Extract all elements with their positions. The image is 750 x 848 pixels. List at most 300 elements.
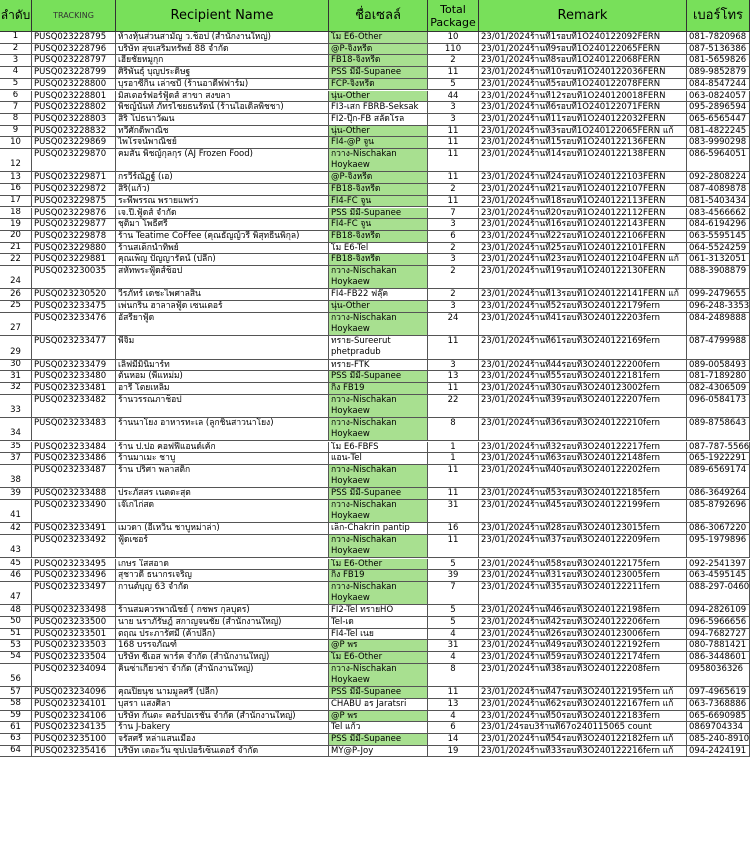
cell-no[interactable] [0,640,32,652]
cell-remark[interactable] [479,746,687,758]
cell-tracking[interactable] [32,442,116,454]
cell-recipient[interactable] [116,640,329,652]
cell-recipient[interactable] [116,301,329,313]
cell-tracking[interactable] [32,336,116,359]
cell-seller[interactable] [329,231,428,243]
cell-no[interactable] [0,102,32,114]
cell-tracking[interactable] [32,664,116,687]
cell-remark[interactable] [479,301,687,313]
cell-tracking[interactable] [32,126,116,138]
cell-seller[interactable] [329,734,428,746]
cell-tracking[interactable] [32,91,116,103]
cell-no[interactable] [0,219,32,231]
cell-remark[interactable] [479,652,687,664]
table-row[interactable] [0,383,750,395]
cell-pkg[interactable] [428,91,479,103]
cell-recipient[interactable] [116,722,329,734]
cell-remark[interactable] [479,687,687,699]
table-row[interactable] [0,418,750,441]
cell-tracking[interactable] [32,605,116,617]
cell-remark[interactable] [479,137,687,149]
table-row[interactable] [0,617,750,629]
cell-phone[interactable] [687,44,750,56]
cell-remark[interactable] [479,184,687,196]
table-row[interactable] [0,44,750,56]
cell-pkg[interactable] [428,208,479,220]
cell-phone[interactable] [687,219,750,231]
cell-remark[interactable] [479,126,687,138]
cell-seller[interactable] [329,79,428,91]
cell-seller[interactable] [329,32,428,44]
cell-phone[interactable] [687,442,750,454]
cell-tracking[interactable] [32,523,116,535]
cell-phone[interactable] [687,500,750,523]
cell-recipient[interactable] [116,231,329,243]
cell-pkg[interactable] [428,371,479,383]
table-row[interactable] [0,67,750,79]
cell-seller[interactable] [329,465,428,488]
cell-phone[interactable] [687,149,750,172]
header-no[interactable]: ลำดับ [0,0,32,32]
cell-tracking[interactable] [32,582,116,605]
cell-remark[interactable] [479,289,687,301]
cell-no[interactable] [0,313,32,336]
cell-seller[interactable] [329,559,428,571]
table-row[interactable] [0,289,750,301]
cell-remark[interactable] [479,535,687,558]
cell-phone[interactable] [687,266,750,289]
cell-recipient[interactable] [116,582,329,605]
cell-remark[interactable] [479,208,687,220]
cell-seller[interactable] [329,137,428,149]
cell-pkg[interactable] [428,687,479,699]
cell-seller[interactable] [329,219,428,231]
cell-remark[interactable] [479,640,687,652]
cell-pkg[interactable] [428,605,479,617]
cell-no[interactable] [0,453,32,465]
cell-phone[interactable] [687,67,750,79]
cell-no[interactable] [0,582,32,605]
cell-remark[interactable] [479,243,687,255]
cell-pkg[interactable] [428,289,479,301]
cell-no[interactable] [0,266,32,289]
cell-phone[interactable] [687,102,750,114]
table-row[interactable] [0,664,750,687]
cell-seller[interactable] [329,687,428,699]
table-row[interactable] [0,465,750,488]
cell-phone[interactable] [687,699,750,711]
cell-recipient[interactable] [116,149,329,172]
cell-remark[interactable] [479,79,687,91]
cell-recipient[interactable] [116,184,329,196]
cell-seller[interactable] [329,67,428,79]
cell-pkg[interactable] [428,395,479,418]
cell-no[interactable] [0,254,32,266]
cell-seller[interactable] [329,55,428,67]
cell-pkg[interactable] [428,184,479,196]
cell-recipient[interactable] [116,289,329,301]
table-row[interactable] [0,523,750,535]
cell-phone[interactable] [687,289,750,301]
cell-recipient[interactable] [116,418,329,441]
cell-seller[interactable] [329,418,428,441]
cell-recipient[interactable] [116,711,329,723]
cell-pkg[interactable] [428,652,479,664]
cell-phone[interactable] [687,535,750,558]
cell-no[interactable] [0,488,32,500]
cell-remark[interactable] [479,55,687,67]
cell-recipient[interactable] [116,687,329,699]
cell-no[interactable] [0,570,32,582]
cell-phone[interactable] [687,196,750,208]
cell-pkg[interactable] [428,465,479,488]
cell-recipient[interactable] [116,395,329,418]
cell-recipient[interactable] [116,102,329,114]
cell-recipient[interactable] [116,734,329,746]
cell-remark[interactable] [479,32,687,44]
table-row[interactable] [0,442,750,454]
cell-pkg[interactable] [428,55,479,67]
cell-recipient[interactable] [116,488,329,500]
cell-pkg[interactable] [428,711,479,723]
cell-phone[interactable] [687,734,750,746]
cell-seller[interactable] [329,699,428,711]
cell-tracking[interactable] [32,219,116,231]
cell-no[interactable] [0,500,32,523]
cell-seller[interactable] [329,629,428,641]
table-row[interactable] [0,371,750,383]
table-row[interactable] [0,79,750,91]
cell-tracking[interactable] [32,114,116,126]
cell-no[interactable] [0,243,32,255]
cell-remark[interactable] [479,711,687,723]
table-row[interactable] [0,243,750,255]
cell-no[interactable] [0,301,32,313]
cell-no[interactable] [0,184,32,196]
cell-seller[interactable] [329,582,428,605]
cell-no[interactable] [0,465,32,488]
table-row[interactable] [0,687,750,699]
cell-recipient[interactable] [116,629,329,641]
cell-recipient[interactable] [116,453,329,465]
cell-seller[interactable] [329,453,428,465]
table-row[interactable] [0,102,750,114]
cell-remark[interactable] [479,44,687,56]
table-row[interactable] [0,500,750,523]
cell-no[interactable] [0,722,32,734]
table-row[interactable] [0,652,750,664]
cell-pkg[interactable] [428,488,479,500]
cell-pkg[interactable] [428,196,479,208]
cell-remark[interactable] [479,313,687,336]
cell-remark[interactable] [479,336,687,359]
cell-phone[interactable] [687,79,750,91]
cell-tracking[interactable] [32,383,116,395]
table-row[interactable] [0,172,750,184]
table-row[interactable] [0,301,750,313]
cell-phone[interactable] [687,208,750,220]
cell-no[interactable] [0,442,32,454]
cell-remark[interactable] [479,442,687,454]
cell-phone[interactable] [687,254,750,266]
cell-recipient[interactable] [116,465,329,488]
cell-tracking[interactable] [32,55,116,67]
cell-tracking[interactable] [32,617,116,629]
cell-seller[interactable] [329,289,428,301]
cell-seller[interactable] [329,570,428,582]
cell-phone[interactable] [687,91,750,103]
cell-seller[interactable] [329,535,428,558]
cell-pkg[interactable] [428,336,479,359]
cell-phone[interactable] [687,605,750,617]
cell-tracking[interactable] [32,559,116,571]
cell-tracking[interactable] [32,184,116,196]
cell-tracking[interactable] [32,301,116,313]
cell-recipient[interactable] [116,32,329,44]
cell-remark[interactable] [479,418,687,441]
cell-phone[interactable] [687,395,750,418]
header-seller[interactable]: ชื่อเซลล์ [329,0,428,32]
cell-phone[interactable] [687,114,750,126]
cell-recipient[interactable] [116,243,329,255]
cell-phone[interactable] [687,617,750,629]
table-row[interactable] [0,629,750,641]
cell-no[interactable] [0,395,32,418]
cell-remark[interactable] [479,488,687,500]
cell-phone[interactable] [687,465,750,488]
cell-recipient[interactable] [116,44,329,56]
cell-recipient[interactable] [116,652,329,664]
cell-remark[interactable] [479,149,687,172]
cell-recipient[interactable] [116,266,329,289]
table-row[interactable] [0,184,750,196]
cell-remark[interactable] [479,465,687,488]
cell-tracking[interactable] [32,208,116,220]
cell-tracking[interactable] [32,313,116,336]
cell-pkg[interactable] [428,535,479,558]
table-row[interactable] [0,488,750,500]
cell-tracking[interactable] [32,500,116,523]
table-row[interactable] [0,126,750,138]
cell-seller[interactable] [329,266,428,289]
cell-tracking[interactable] [32,640,116,652]
cell-no[interactable] [0,664,32,687]
cell-tracking[interactable] [32,711,116,723]
cell-tracking[interactable] [32,243,116,255]
cell-seller[interactable] [329,722,428,734]
cell-no[interactable] [0,67,32,79]
table-row[interactable] [0,605,750,617]
cell-recipient[interactable] [116,126,329,138]
cell-tracking[interactable] [32,67,116,79]
cell-no[interactable] [0,418,32,441]
cell-seller[interactable] [329,383,428,395]
cell-phone[interactable] [687,687,750,699]
cell-remark[interactable] [479,91,687,103]
cell-tracking[interactable] [32,535,116,558]
cell-pkg[interactable] [428,570,479,582]
cell-seller[interactable] [329,91,428,103]
cell-remark[interactable] [479,570,687,582]
cell-remark[interactable] [479,266,687,289]
cell-tracking[interactable] [32,44,116,56]
cell-phone[interactable] [687,711,750,723]
table-row[interactable] [0,137,750,149]
cell-remark[interactable] [479,629,687,641]
cell-recipient[interactable] [116,360,329,372]
cell-recipient[interactable] [116,664,329,687]
cell-phone[interactable] [687,746,750,758]
cell-no[interactable] [0,652,32,664]
cell-seller[interactable] [329,488,428,500]
cell-seller[interactable] [329,114,428,126]
cell-no[interactable] [0,371,32,383]
cell-tracking[interactable] [32,722,116,734]
cell-remark[interactable] [479,371,687,383]
cell-phone[interactable] [687,582,750,605]
cell-seller[interactable] [329,523,428,535]
cell-seller[interactable] [329,664,428,687]
cell-no[interactable] [0,523,32,535]
cell-pkg[interactable] [428,734,479,746]
cell-recipient[interactable] [116,254,329,266]
cell-pkg[interactable] [428,523,479,535]
cell-phone[interactable] [687,640,750,652]
cell-remark[interactable] [479,360,687,372]
table-row[interactable] [0,149,750,172]
cell-seller[interactable] [329,360,428,372]
cell-remark[interactable] [479,254,687,266]
cell-seller[interactable] [329,640,428,652]
cell-remark[interactable] [479,395,687,418]
cell-seller[interactable] [329,746,428,758]
cell-tracking[interactable] [32,734,116,746]
cell-tracking[interactable] [32,172,116,184]
cell-no[interactable] [0,137,32,149]
cell-phone[interactable] [687,137,750,149]
cell-pkg[interactable] [428,32,479,44]
cell-phone[interactable] [687,523,750,535]
cell-seller[interactable] [329,44,428,56]
cell-phone[interactable] [687,55,750,67]
cell-tracking[interactable] [32,652,116,664]
cell-recipient[interactable] [116,570,329,582]
cell-seller[interactable] [329,395,428,418]
cell-no[interactable] [0,44,32,56]
table-row[interactable] [0,453,750,465]
cell-tracking[interactable] [32,149,116,172]
cell-tracking[interactable] [32,102,116,114]
cell-remark[interactable] [479,582,687,605]
cell-remark[interactable] [479,734,687,746]
table-row[interactable] [0,313,750,336]
cell-pkg[interactable] [428,67,479,79]
cell-pkg[interactable] [428,722,479,734]
cell-remark[interactable] [479,196,687,208]
cell-no[interactable] [0,629,32,641]
cell-tracking[interactable] [32,746,116,758]
table-row[interactable] [0,114,750,126]
table-row[interactable] [0,559,750,571]
cell-pkg[interactable] [428,453,479,465]
cell-recipient[interactable] [116,55,329,67]
cell-tracking[interactable] [32,418,116,441]
cell-recipient[interactable] [116,371,329,383]
cell-seller[interactable] [329,336,428,359]
cell-pkg[interactable] [428,313,479,336]
cell-phone[interactable] [687,488,750,500]
cell-no[interactable] [0,208,32,220]
cell-phone[interactable] [687,570,750,582]
cell-remark[interactable] [479,231,687,243]
cell-remark[interactable] [479,67,687,79]
cell-phone[interactable] [687,243,750,255]
table-row[interactable] [0,711,750,723]
cell-recipient[interactable] [116,67,329,79]
cell-no[interactable] [0,55,32,67]
cell-seller[interactable] [329,313,428,336]
table-row[interactable] [0,32,750,44]
cell-tracking[interactable] [32,395,116,418]
table-row[interactable] [0,196,750,208]
cell-recipient[interactable] [116,699,329,711]
table-row[interactable] [0,582,750,605]
cell-tracking[interactable] [32,79,116,91]
cell-recipient[interactable] [116,137,329,149]
cell-pkg[interactable] [428,442,479,454]
cell-no[interactable] [0,734,32,746]
cell-remark[interactable] [479,664,687,687]
cell-seller[interactable] [329,617,428,629]
cell-no[interactable] [0,711,32,723]
cell-recipient[interactable] [116,500,329,523]
cell-no[interactable] [0,699,32,711]
cell-no[interactable] [0,559,32,571]
table-row[interactable] [0,219,750,231]
cell-pkg[interactable] [428,582,479,605]
cell-remark[interactable] [479,102,687,114]
table-row[interactable] [0,55,750,67]
cell-no[interactable] [0,617,32,629]
cell-pkg[interactable] [428,500,479,523]
cell-tracking[interactable] [32,570,116,582]
cell-no[interactable] [0,535,32,558]
table-row[interactable] [0,266,750,289]
cell-no[interactable] [0,746,32,758]
cell-tracking[interactable] [32,32,116,44]
cell-tracking[interactable] [32,360,116,372]
cell-seller[interactable] [329,172,428,184]
table-row[interactable] [0,699,750,711]
cell-tracking[interactable] [32,453,116,465]
cell-phone[interactable] [687,360,750,372]
cell-tracking[interactable] [32,488,116,500]
cell-pkg[interactable] [428,746,479,758]
cell-seller[interactable] [329,102,428,114]
cell-pkg[interactable] [428,254,479,266]
cell-pkg[interactable] [428,629,479,641]
cell-phone[interactable] [687,301,750,313]
cell-tracking[interactable] [32,687,116,699]
cell-seller[interactable] [329,243,428,255]
cell-phone[interactable] [687,126,750,138]
cell-seller[interactable] [329,711,428,723]
cell-recipient[interactable] [116,383,329,395]
cell-pkg[interactable] [428,219,479,231]
cell-recipient[interactable] [116,605,329,617]
cell-recipient[interactable] [116,208,329,220]
cell-remark[interactable] [479,722,687,734]
